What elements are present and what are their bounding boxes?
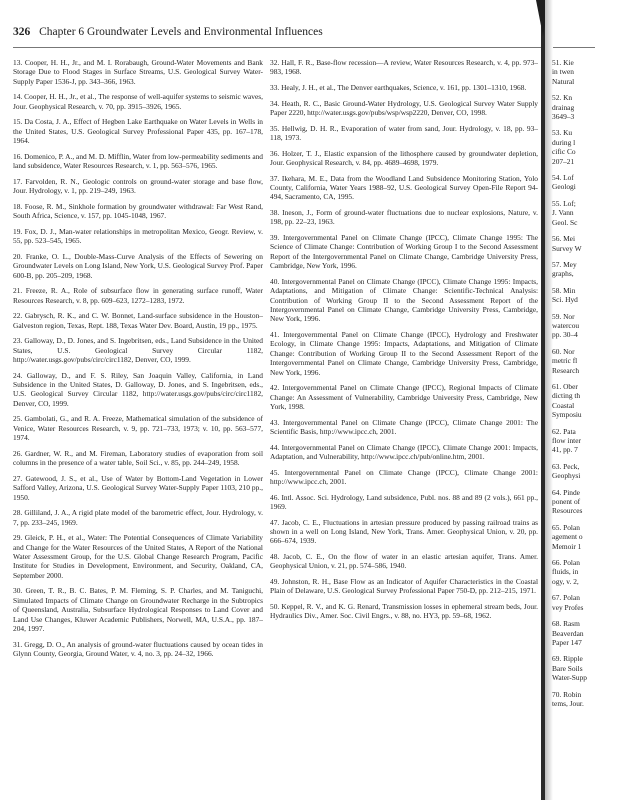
- reference-entry: 30. Green, T. R., B. C. Bates, P. M. Fleming, S. P. Charles, and M. Taniguchi, Simulated Impacts of Climate Change on Groundwater Recharge in the Subtropics of Queensland, Australia, Subsurface Hydrological Responses to Land Cover and Land Use Changes, Kluwer Academic Publishers, Norwell, MA, U.S.A., pp. 187–204, 1997.: [13, 586, 263, 634]
- reference-entry: 36. Holzer, T. J., Elastic expansion of the lithosphere caused by groundwater depletion, Jour. Geophysical Research, v. 84, pp. 4689–4698, 1979.: [270, 148, 538, 167]
- reference-fragment: Beaverdan: [552, 628, 584, 638]
- reference-fragment: 67. Polan: [552, 593, 580, 603]
- reference-fragment: 54. Lof: [552, 173, 574, 183]
- reference-entry: 35. Hellwig, D. H. R., Evaporation of water from sand, Jour. Hydrology, v. 18, pp. 93–118, 1973.: [270, 123, 538, 142]
- reference-fragment: 61. Ober: [552, 381, 578, 391]
- reference-fragment: agement o: [552, 532, 583, 542]
- reference-column-middle: [270, 58, 538, 627]
- reference-fragment: 207–21: [552, 156, 575, 166]
- reference-fragment: Bare Soils: [552, 663, 583, 673]
- reference-entry: 15. Da Costa, J. A., Effect of Hegben Lake Earthquake on Water Levels in Wells in the United States, U.S. Geological Survey Professional Paper 435, pp. 167–178, 1964.: [13, 117, 263, 146]
- chapter-title: Chapter 6 Groundwater Levels and Environmental Influences: [39, 26, 323, 38]
- reference-fragment: Symposiu: [552, 410, 582, 420]
- reference-entry: 13. Cooper, H. H., Jr., and M. I. Rorabaugh, Ground-Water Movements and Bank Storage Due to Flood Stages in Surface Streams, U.S. Geological Survey Water-Supply Paper 1536-J, pp. 343–366, 1963.: [13, 58, 263, 86]
- reference-entry: 47. Jacob, C. E., Fluctuations in artesian pressure produced by passing railroad trains as shown in a well on Long Island, New York, Trans. Amer. Geophysical Union, v. 20, pp. 666–674, 1939.: [270, 517, 538, 546]
- reference-entry: 19. Fox, D. J., Man-water relationships in metropolitan Mexico, Geogr. Review, v. 55, pp. 523–545, 1965.: [13, 226, 263, 246]
- reference-entry: 33. Healy, J. H., et al., The Denver earthquakes, Science, v. 161, pp. 1301–1310, 1968.: [270, 83, 527, 92]
- reference-entry: 44. Intergovernmental Panel on Climate Change (IPCC), Climate Change 2001: Impacts, Adaptation, and Vulnerability, http://www.ipcc.ch/pub/online.htm, 2001.: [270, 442, 538, 462]
- reference-entry: 25. Gambolati, G., and R. A. Freeze, Mathematical simulation of the subsidence of Venice, Water Resources Research, v. 9, pp. 721–733, 1973; v. 10, pp. 563–577, 1974.: [13, 414, 263, 443]
- reference-fragment: 56. Mei: [552, 234, 575, 244]
- reference-entry: 46. Intl. Assoc. Sci. Hydrology, Land subsidence, Publ. nos. 88 and 89 (2 vols.), 661 pp., 1969.: [270, 492, 538, 512]
- reference-fragment: 41, pp. 7: [552, 445, 578, 455]
- reference-fragment: in twen: [552, 67, 574, 77]
- reference-fragment: 58. Min: [552, 285, 576, 295]
- page-header: [13, 26, 323, 38]
- reference-entry: 27. Gatewood, J. S., et al., Use of Water by Bottom-Land Vegetation in Lower Safford Valley, Arizona, U.S. Geological Survey Water-Supply Paper 1103, 210 pp., 1950.: [13, 473, 263, 502]
- reference-entry: 34. Heath, R. C., Basic Ground-Water Hydrology, U.S. Geological Survey Water Supply Paper 2220, http://water.usgs.gov/pubs/wsp/wsp2220, Denver, CO, 1998.: [270, 98, 538, 117]
- reference-fragment: Geologi: [552, 182, 576, 192]
- reference-fragment: 3649–3: [552, 112, 575, 122]
- reference-entry: 21. Freeze, R. A., Role of subsurface flow in generating surface runoff, Water Resources Research, v. 8, pp. 609–623, 1272–1283, 1972.: [13, 286, 263, 305]
- reference-fragment: ponent of: [552, 497, 581, 507]
- reference-fragment: Sci. Hyd: [552, 295, 578, 305]
- reference-fragment: fluids, in: [552, 567, 579, 577]
- reference-fragment: dicting th: [552, 391, 581, 401]
- reference-entry: 37. Ikehara, M. E., Data from the Woodland Land Subsidence Monitoring Station, Yolo County, California, Water Years 1988–92, U.S. Geological Survey Open-File Report 94-494, Sacramento, CA, 1995.: [270, 173, 538, 202]
- reference-fragment: ogy, v. 2,: [552, 576, 579, 586]
- reference-fragment: 57. Mey: [552, 259, 577, 269]
- reference-fragment: Water-Supp: [552, 673, 587, 683]
- reference-fragment: 64. Pinde: [552, 487, 580, 497]
- reference-fragment: 62. Pata: [552, 426, 576, 436]
- reference-fragment: 69. Ripple: [552, 654, 583, 664]
- reference-entry: 20. Franke, O. L., Double-Mass-Curve Analysis of the Effects of Sewering on Groundwater Levels on Long Island, New York, U.S. Geological Survey Prof. Paper 600-B, pp. 205–209, 1968.: [13, 251, 263, 280]
- reference-entry: 24. Galloway, D., and F. S. Riley, San Joaquin Valley, California, in Land Subsidence in the United States, D. Galloway, D. Jones, and S. Ingebritsen, eds., U.S. Geological Survey Circular 1182, http://water.usgs.gov/pubs/circ/circ1182, Denver, CO, 1999.: [13, 370, 263, 408]
- reference-entry: 39. Intergovernmental Panel on Climate Change (IPCC), Climate Change 1995: The Science of Climate Change: Contribution of Working Group I to the Second Assessment Report of the Intergovernmental Panel on Climate Change, Cambridge University Press, Cambridge, New York, 1996.: [270, 233, 538, 271]
- reference-fragment: vey Profes: [552, 602, 584, 612]
- reference-entry: 38. Ineson, J., Form of ground-water fluctuations due to nuclear explosions, Nature, v. 198, pp. 22–23, 1963.: [270, 208, 538, 227]
- reference-fragment: tems, Jour.: [552, 698, 584, 708]
- reference-entry: 40. Intergovernmental Panel on Climate Change (IPCC), Climate Change 1995: Impacts, Adaptations, and Mitigation of Climate Change: Scientific-Technical Analysis: Contribution of Working Group II to the Second Assessment Report of the Intergovernmental Panel on Climate Change, Cambridge University Press, Cambridge, New York, 1996.: [270, 276, 538, 324]
- page-number: 326: [13, 26, 31, 38]
- reference-entry: 48. Jacob, C. E., On the flow of water in an elastic artesian aquifer, Trans. Amer. Geophysical Union, v. 21, pp. 574–586, 1940.: [270, 552, 538, 571]
- reference-column-left: [13, 58, 263, 665]
- reference-fragment: Research: [552, 365, 580, 375]
- reference-fragment: Natural: [552, 76, 575, 86]
- reference-fragment: Geophysi: [552, 471, 581, 481]
- reference-entry: 26. Gardner, W. R., and M. Fireman, Laboratory studies of evaporation from soil columns in the presence of a water table, Soil Sci., v. 85, pp. 244–249, 1958.: [13, 448, 263, 468]
- reference-entry: 29. Gleick, P. H., et al., Water: The Potential Consequences of Climate Variability and Change for the Water Resources of the United States, A Report of the National Water Assessment Group, for the U.S. Global Change Research Program, Pacific Institute for Studies in Development, Environment, and Security, Oakland, CA, September 2000.: [13, 533, 263, 580]
- reference-fragment: drainag: [552, 102, 575, 112]
- reference-fragment: 66. Polan: [552, 558, 580, 568]
- reference-fragment: 60. Nor: [552, 346, 575, 356]
- reference-entry: 17. Farvolden, R. N., Geologic controls on ground-water storage and base flow, Jour. Hydrology, v. 1, pp. 219–249, 1963.: [13, 176, 263, 196]
- reference-fragment: J. Vann: [552, 208, 574, 218]
- reference-fragment: flow inter: [552, 436, 581, 445]
- reference-entry: 18. Foose, R. M., Sinkhole formation by groundwater withdrawal: Far West Rand, South Africa, Science, v. 157, pp. 1045-1048, 1967.: [13, 201, 263, 221]
- reference-fragment: 51. Kie: [552, 58, 574, 67]
- reference-entry: 31. Gregg, D. O., An analysis of ground-water fluctuations caused by ocean tides in Glynn County, Georgia, Ground Water, v. 4, no. 3, pp. 24–32, 1966.: [13, 639, 263, 659]
- reference-column-right-cut: [552, 58, 612, 798]
- reference-entry: 23. Galloway, D., D. Jones, and S. Ingebritsen, eds., Land Subsidence in the United States, U.S. Geological Survey Circular 1182, http://water.usgs.gov/pubs/circ/circ1182, Denver, CO, 1999.: [13, 336, 263, 365]
- reference-fragment: pp. 30–4: [552, 330, 578, 340]
- reference-entry: 28. Gilliland, J. A., A rigid plate model of the barometric effect, Jour. Hydrology, v. 7, pp. 233–245, 1969.: [13, 508, 263, 527]
- reference-fragment: cific Co: [552, 147, 576, 157]
- reference-fragment: 53. Ku: [552, 128, 573, 138]
- reference-entry: 43. Intergovernmental Panel on Climate Change (IPCC), Climate Change 2001: The Scientific Basis, http://www.ipcc.ch, 2001.: [270, 417, 538, 437]
- reference-fragment: Geol. Sc: [552, 217, 578, 227]
- reference-fragment: Survey W: [552, 243, 582, 253]
- reference-fragment: Resources: [552, 506, 583, 516]
- reference-entry: 16. Domenico, P. A., and M. D. Mifflin, Water from low-permeability sediments and land subsidence, Water Resources Research, v. 1, pp. 563–576, 1965.: [13, 151, 263, 171]
- reference-fragment: during l: [552, 137, 576, 147]
- reference-entry: 50. Keppel, R. V., and K. G. Renard, Transmission losses in ephemeral stream beds, Jour. Hydraulics Div., Amer. Soc. Civil Engrs., v. 88, no. HY3, pp. 59–68, 1962.: [270, 602, 538, 621]
- reference-entry: 41. Intergovernmental Panel on Climate Change (IPCC), Hydrology and Freshwater Ecology, in Climate Change 1995: Impacts, Adaptations, and Mitigation of Climate Change: Contribution of Working Group II to the Second Assessment Report of the Intergovernmental Panel on Climate Change, Cambridge University Press, Cambridge, New York, 1996.: [270, 330, 538, 377]
- reference-fragment: Paper 147: [552, 637, 582, 647]
- reference-fragment: graphs,: [552, 269, 574, 279]
- reference-entry: 22. Gabrysch, R. K., and C. W. Bonnet, Land-surface subsidence in the Houston–Galveston region, Texas, Rept. 188, Texas Water Dev. Board, Austin, 19 pp., 1975.: [13, 311, 263, 330]
- reference-entry: 14. Cooper, H. H., Jr., et al., The response of well-aquifer systems to seismic waves, Jour. Geophysical Research, v. 70, pp. 3915–3926, 1965.: [13, 92, 263, 111]
- reference-fragment: metric fl: [552, 356, 578, 366]
- reference-fragment: 68. Rasm: [552, 619, 580, 629]
- reference-fragment: 70. Robin: [552, 689, 582, 699]
- header-rule: [13, 47, 595, 48]
- reference-fragment: 52. Kn: [552, 93, 573, 103]
- reference-entry: 42. Intergovernmental Panel on Climate Change (IPCC), Regional Impacts of Climate Change: An Assessment of Vulnerability, Cambridge University Press, Cambridge, New York, 1998.: [270, 383, 538, 412]
- reference-entry: 32. Hall, F. R., Base-flow recession—A review, Water Resources Research, v. 4, pp. 973–983, 1968.: [270, 58, 538, 77]
- reference-entry: 49. Johnston, R. H., Base Flow as an Indicator of Aquifer Characteristics in the Coastal Plain of Delaware, U.S. Geological Survey Professional Paper 750-D, pp. 212–215, 1971.: [270, 577, 538, 596]
- reference-fragment: 63. Peck,: [552, 461, 580, 471]
- reference-fragment: Memoir 1: [552, 541, 582, 551]
- reference-fragment: watercou: [552, 320, 580, 330]
- reference-fragment: 59. Nor: [552, 311, 575, 321]
- reference-entry: 45. Intergovernmental Panel on Climate Change (IPCC), Climate Change 2001: http://www.ipcc.ch, 2001.: [270, 467, 538, 487]
- reference-fragment: Coastal: [552, 400, 575, 410]
- reference-fragment: 55. Lof;: [552, 198, 576, 208]
- reference-fragment: 65. Polan: [552, 522, 580, 532]
